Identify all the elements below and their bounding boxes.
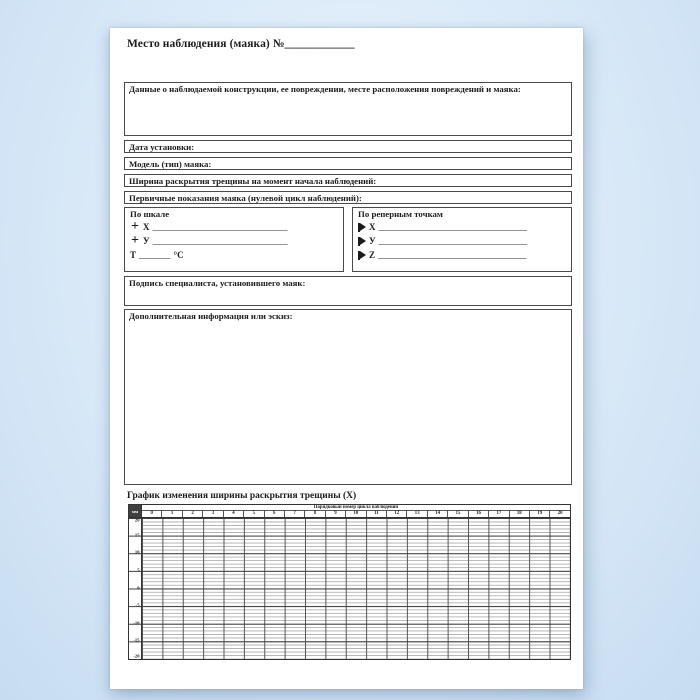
signature-field [124,276,572,306]
primary-readings-field [124,191,572,204]
extra-info-label: Дополнительная информация или эскиз: [129,311,293,321]
grid-col-number: 9 [326,511,346,518]
readings-columns [124,207,572,272]
form-content [110,28,583,660]
grid-header [129,505,570,518]
reference-points-box [352,207,572,272]
beacon-icon [358,251,366,260]
grid-col-number: 11 [367,511,387,518]
grid-col-number: 19 [530,511,550,518]
grid-col-number: 10 [346,511,366,518]
reference-z-row [358,248,566,262]
grid-header-right [142,505,570,517]
grid-col-number: 18 [510,511,530,518]
scale-box-title: По шкале [130,209,170,219]
grid-axis-label: 20 [134,517,140,523]
scale-y-label: У [143,235,150,246]
grid-col-number: 20 [557,510,563,516]
scale-y-row [130,234,338,248]
form-page [110,28,583,689]
reference-box-title: По реперным точкам [358,209,443,219]
grid-col-number: 3 [203,511,223,518]
grid-axis-column [129,518,142,659]
grid-col-number: 15 [448,511,468,518]
extra-info-field [124,309,572,485]
scale-readings-box [124,207,344,272]
grid-axis-label: 15 [134,532,140,538]
construction-data-label: Данные о наблюдаемой конструкции, ее повреждении, месте расположения повреждений и маяка: [129,84,521,94]
grid-col-number: 7 [285,511,305,518]
scale-x-row [130,220,338,234]
install-date-label: Дата установки: [129,142,195,152]
page-title: Место наблюдения (маяка) №____________ [127,38,355,50]
grid-col-number: 12 [387,511,407,518]
grid-col-number: 16 [469,511,489,518]
initial-width-label: Ширина раскрытия трещины на момент начала наблюдений: [129,176,377,186]
construction-data-field [124,82,572,136]
reference-y-label: У [369,235,376,246]
grid-axis-label: -20 [133,653,140,659]
grid-span-header: Порядковый номер цикла наблюдений [142,505,570,511]
scale-x-line: ______________________________ [152,221,288,232]
reference-x-line: _________________________________ [378,221,527,232]
temperature-row [130,248,338,262]
grid-axis-label: -15 [133,638,140,644]
scale-x-label: X [143,221,150,232]
grid-plot-area [142,518,570,659]
chart-title: График изменения ширины раскрытия трещины (X) [127,491,357,501]
grid-col-number: 14 [428,511,448,518]
grid-body [129,518,570,659]
grid-axis-label: 0 [137,585,140,591]
grid-axis-label: 5 [137,567,140,573]
grid-axis-label: -10 [133,620,140,626]
grid-col-number: 13 [407,511,427,518]
scale-y-line: ______________________________ [152,235,288,246]
grid-col-number: 17 [489,511,509,518]
grid-axis-label: -5 [135,602,140,608]
reference-y-line: _________________________________ [378,235,528,246]
model-label: Модель (тип) маяка: [129,159,212,169]
grid-col-number: 0 [142,511,162,518]
temperature-unit: °С [173,249,184,260]
reference-x-row [358,220,566,234]
reference-z-line: _________________________________ [378,249,527,260]
grid-unit-cell: мм [129,505,142,517]
grid-col-number: 1 [162,511,182,518]
initial-width-field [124,174,572,187]
plus-icon: + [131,234,139,249]
beacon-icon [358,237,366,246]
plus-icon: + [131,220,139,235]
primary-readings-label: Первичные показания маяка (нулевой цикл наблюдений): [129,193,362,203]
reference-y-row [358,234,566,248]
signature-label: Подпись специалиста, установившего маяк: [129,278,306,288]
temperature-line: _______ [139,249,171,260]
grid-col-number: 8 [305,511,325,518]
grid-column-numbers [142,511,570,518]
grid-axis-label: 10 [134,549,140,555]
temperature-label: Т [130,249,137,260]
grid-col-number: 6 [265,511,285,518]
reference-x-label: X [369,221,376,232]
grid-col-number: 2 [183,511,203,518]
beacon-icon [358,223,366,232]
install-date-field [124,140,572,153]
reference-z-label: Z [369,249,376,260]
model-field [124,157,572,170]
grid-col-number: 4 [224,511,244,518]
observation-grid [128,504,571,660]
grid-col-number: 5 [244,511,264,518]
